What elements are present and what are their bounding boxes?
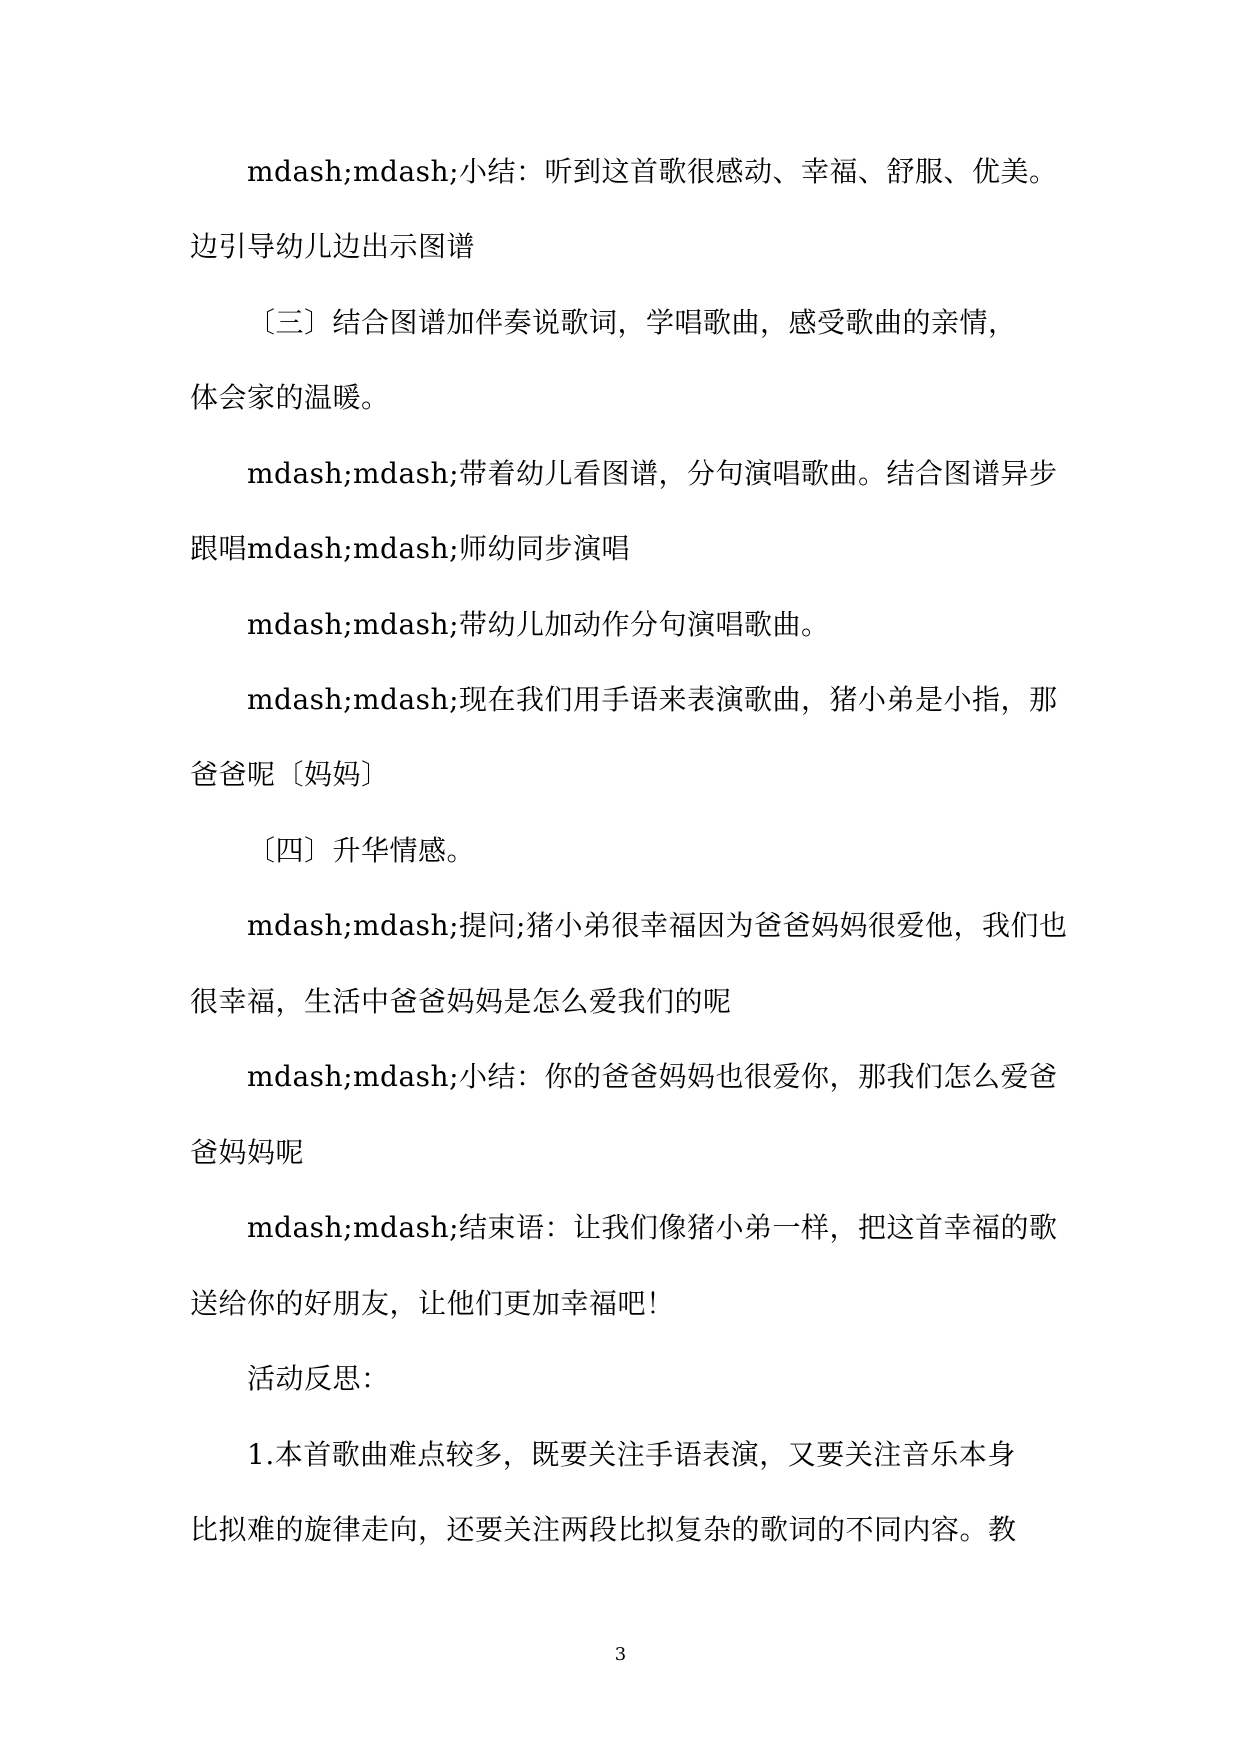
paragraph-line: 跟唱mdash;mdash;师幼同步演唱	[190, 532, 631, 565]
paragraph-line: 很幸福，生活中爸爸妈妈是怎么爱我们的呢	[190, 985, 732, 1018]
paragraph-line: mdash;mdash;小结：你的爸爸妈妈也很爱你，那我们怎么爱爸	[247, 1060, 1058, 1093]
paragraph-line: 边引导幼儿边出示图谱	[190, 230, 476, 263]
section-heading-4: 〔四〕升华情感。	[247, 834, 476, 867]
paragraph-line: 爸爸呢〔妈妈〕	[190, 758, 390, 791]
paragraph-line: 比拟难的旋律走向，还要关注两段比拟复杂的歌词的不同内容。教	[190, 1513, 1017, 1546]
paragraph-line: mdash;mdash;带幼儿加动作分句演唱歌曲。	[247, 608, 830, 641]
page-number: 3	[614, 1644, 627, 1665]
paragraph-line: mdash;mdash;现在我们用手语来表演歌曲，猪小弟是小指，那	[247, 683, 1058, 716]
paragraph-line: mdash;mdash;小结：听到这首歌很感动、幸福、舒服、优美。	[247, 155, 1058, 188]
paragraph-line: 送给你的好朋友，让他们更加幸福吧！	[190, 1287, 675, 1320]
paragraph-line: mdash;mdash;结束语：让我们像猪小弟一样，把这首幸福的歌	[247, 1211, 1058, 1244]
section-heading-3: 〔三〕结合图谱加伴奏说歌词，学唱歌曲，感受歌曲的亲情，	[247, 306, 1017, 339]
paragraph-line: 体会家的温暖。	[190, 381, 390, 414]
paragraph-line: mdash;mdash;提问;猪小弟很幸福因为爸爸妈妈很爱他，我们也	[247, 909, 1068, 942]
paragraph-line: 1.本首歌曲难点较多，既要关注手语表演，又要关注音乐本身	[247, 1438, 1016, 1471]
paragraph-line: mdash;mdash;带着幼儿看图谱，分句演唱歌曲。结合图谱异步	[247, 457, 1058, 490]
paragraph-line: 爸妈妈呢	[190, 1136, 305, 1169]
reflection-heading: 活动反思：	[247, 1362, 390, 1395]
